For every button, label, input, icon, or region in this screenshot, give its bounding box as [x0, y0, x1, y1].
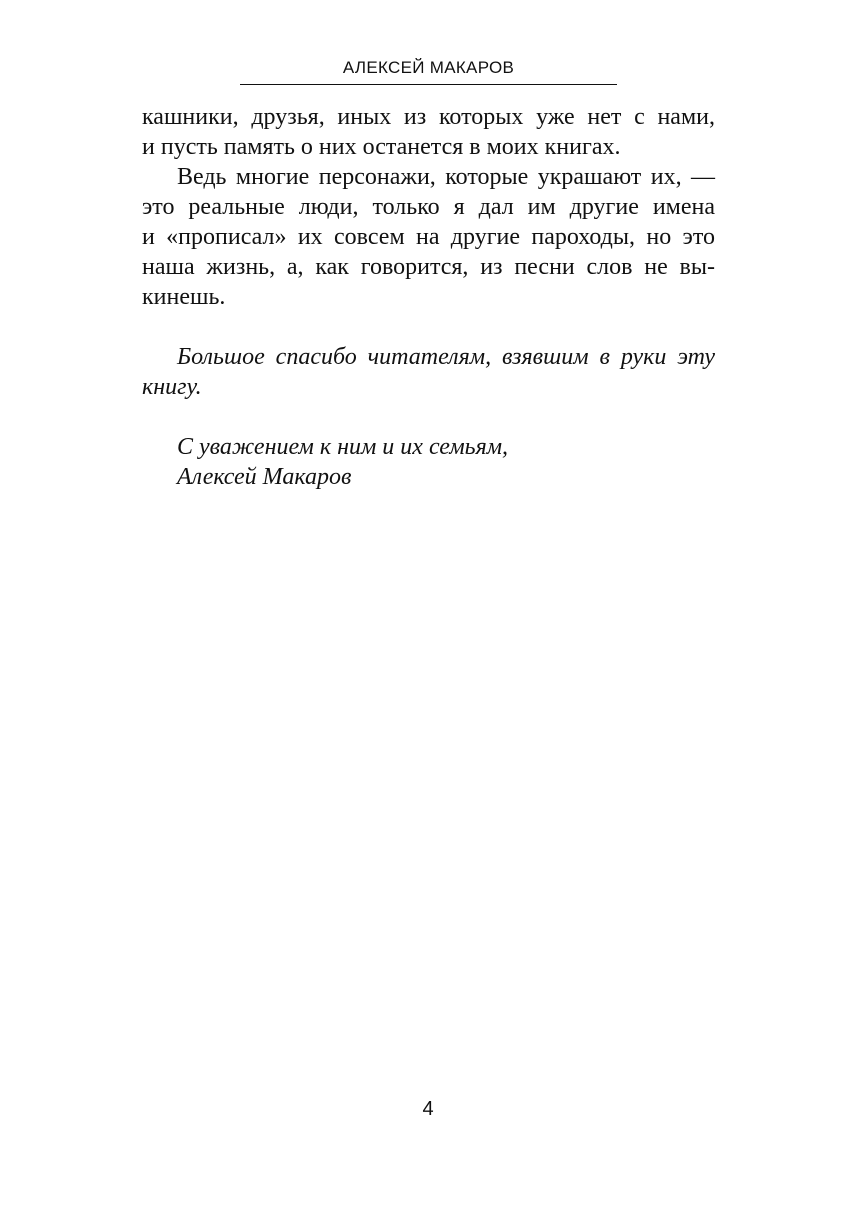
text-line: кашники, друзья, иных из которых уже нет с нами, — [142, 104, 715, 130]
header-rule — [240, 84, 617, 85]
thanks-line: книгу. — [142, 374, 202, 400]
text-line: это реальные люди, только я дал им другие имена — [142, 194, 715, 220]
page-body — [142, 102, 715, 492]
text-line: Ведь многие персонажи, которые украшают их, — — [177, 164, 715, 190]
thanks-line: Большое спасибо читателям, взявшим в руки эту — [177, 344, 715, 370]
text-line: наша жизнь, а, как говорится, из песни слов не вы- — [142, 254, 715, 280]
text-line: и «прописал» их совсем на другие пароходы, но это — [142, 224, 715, 250]
text-line: кинешь. — [142, 284, 226, 310]
closing-line: С уважением к ним и их семьям, — [177, 434, 509, 460]
running-header: АЛЕКСЕЙ МАКАРОВ — [342, 58, 515, 77]
text-line: и пусть память о них останется в моих книгах. — [142, 134, 621, 160]
signature: Алексей Макаров — [177, 464, 352, 490]
page-number: 4 — [422, 1098, 434, 1120]
